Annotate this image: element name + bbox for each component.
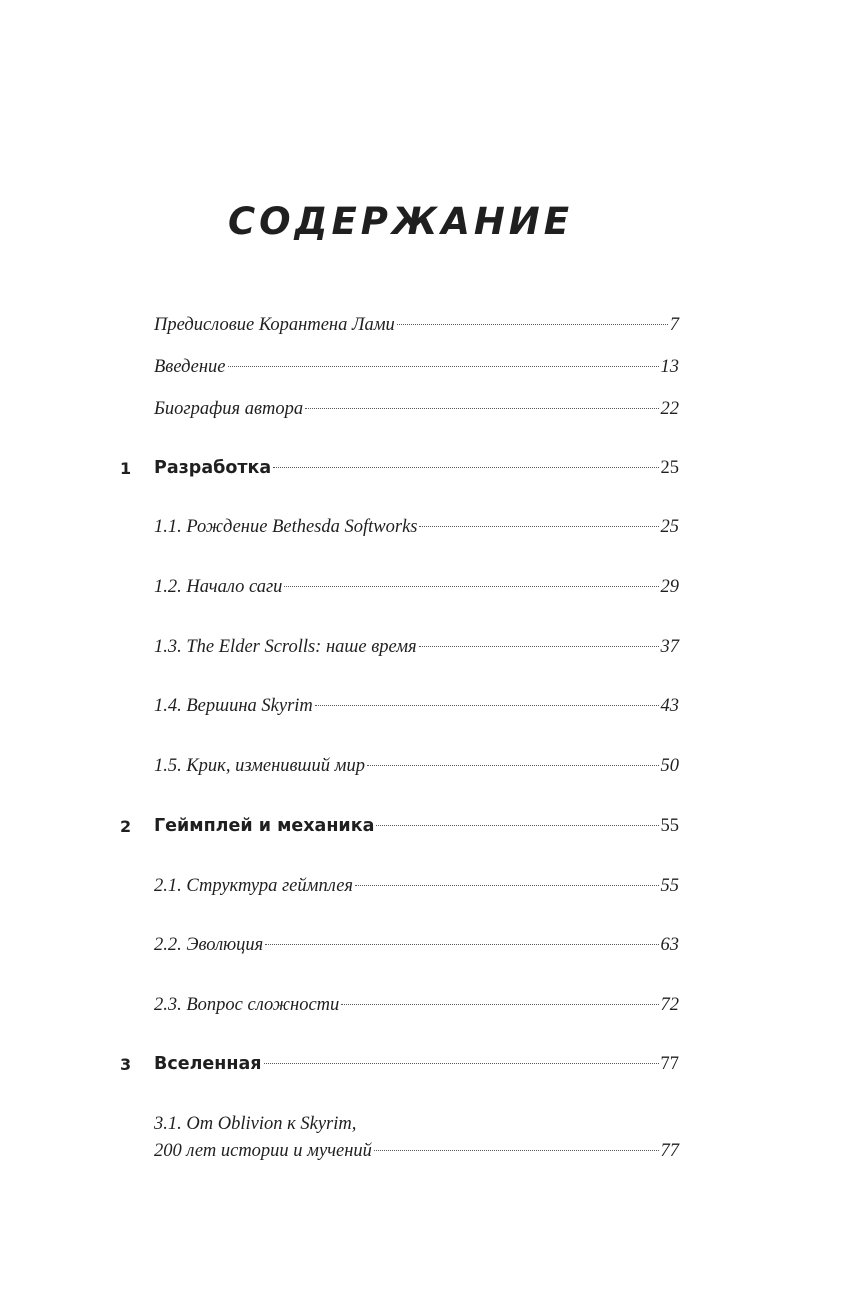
- chapter-label: Разработка: [154, 458, 272, 478]
- toc-page: 77: [660, 1141, 679, 1161]
- toc-entry[interactable]: [154, 753, 679, 780]
- toc-page: 7: [669, 315, 679, 335]
- toc-label: 200 лет истории и мучений: [154, 1141, 372, 1161]
- toc-chapter-3[interactable]: [154, 1051, 679, 1078]
- toc-entry[interactable]: [154, 574, 679, 601]
- leader-dots: [419, 645, 659, 647]
- toc-entry[interactable]: [154, 693, 679, 720]
- toc-label: 1.2. Начало саги: [154, 577, 283, 597]
- leader-dots: [374, 1149, 659, 1151]
- toc-chapter-1[interactable]: [154, 455, 679, 482]
- leader-dots: [376, 824, 658, 826]
- chapter-label: Геймплей и механика: [154, 816, 375, 836]
- toc-entry[interactable]: [154, 514, 679, 541]
- toc-page: 72: [660, 995, 679, 1015]
- toc-page: 25: [660, 517, 679, 537]
- toc-entry-intro[interactable]: [154, 354, 679, 381]
- toc-entry[interactable]: [154, 634, 679, 661]
- toc-page: 25: [660, 458, 679, 478]
- toc-chapter-2[interactable]: [154, 813, 679, 840]
- chapter-number: 2: [120, 817, 132, 836]
- toc-page: 55: [660, 876, 679, 896]
- toc-label: 1.5. Крик, изменивший мир: [154, 756, 365, 776]
- toc-page: 77: [660, 1054, 679, 1074]
- leader-dots: [284, 585, 658, 587]
- toc-page: 29: [660, 577, 679, 597]
- toc-label: 1.1. Рождение Bethesda Softworks: [154, 517, 418, 537]
- leader-dots: [397, 323, 668, 325]
- toc-label: 2.1. Структура геймплея: [154, 876, 354, 896]
- leader-dots: [264, 1062, 659, 1064]
- toc-label: Предисловие Корантена Лами: [154, 315, 395, 335]
- toc-entry[interactable]: [154, 1138, 679, 1165]
- toc-entry[interactable]: [154, 873, 679, 900]
- chapter-number: 1: [120, 459, 132, 478]
- leader-dots: [355, 884, 658, 886]
- toc-entry-preface[interactable]: [154, 312, 679, 339]
- toc-label: 2.2. Эволюция: [154, 935, 264, 955]
- leader-dots: [419, 525, 658, 527]
- toc-page: 37: [660, 637, 679, 657]
- leader-dots: [305, 407, 658, 409]
- toc-label: Биография автора: [154, 399, 304, 419]
- toc-label: 1.4. Вершина Skyrim: [154, 696, 313, 716]
- toc-label: Введение: [154, 357, 226, 377]
- chapter-label: Вселенная: [154, 1054, 262, 1074]
- toc-page: 55: [660, 816, 679, 836]
- chapter-number: 3: [120, 1055, 132, 1074]
- toc-label-line1: 3.1. От Oblivion к Skyrim,: [154, 1114, 357, 1134]
- leader-dots: [265, 943, 658, 945]
- toc-page: 13: [660, 357, 679, 377]
- toc-label: 2.3. Вопрос сложности: [154, 995, 340, 1015]
- toc-page: 43: [660, 696, 679, 716]
- toc-entry[interactable]: [154, 992, 679, 1019]
- toc-label: 1.3. The Elder Scrolls: наше время: [154, 637, 417, 657]
- toc-page: 22: [660, 399, 679, 419]
- leader-dots: [367, 764, 659, 766]
- toc-entry[interactable]: [154, 932, 679, 959]
- leader-dots: [315, 704, 659, 706]
- toc-page: 63: [660, 935, 679, 955]
- toc-entry-biography[interactable]: [154, 396, 679, 423]
- page-title: СОДЕРЖАНИЕ: [227, 200, 574, 243]
- leader-dots: [341, 1003, 658, 1005]
- toc-page: 50: [660, 756, 679, 776]
- leader-dots: [228, 365, 659, 367]
- leader-dots: [273, 466, 658, 468]
